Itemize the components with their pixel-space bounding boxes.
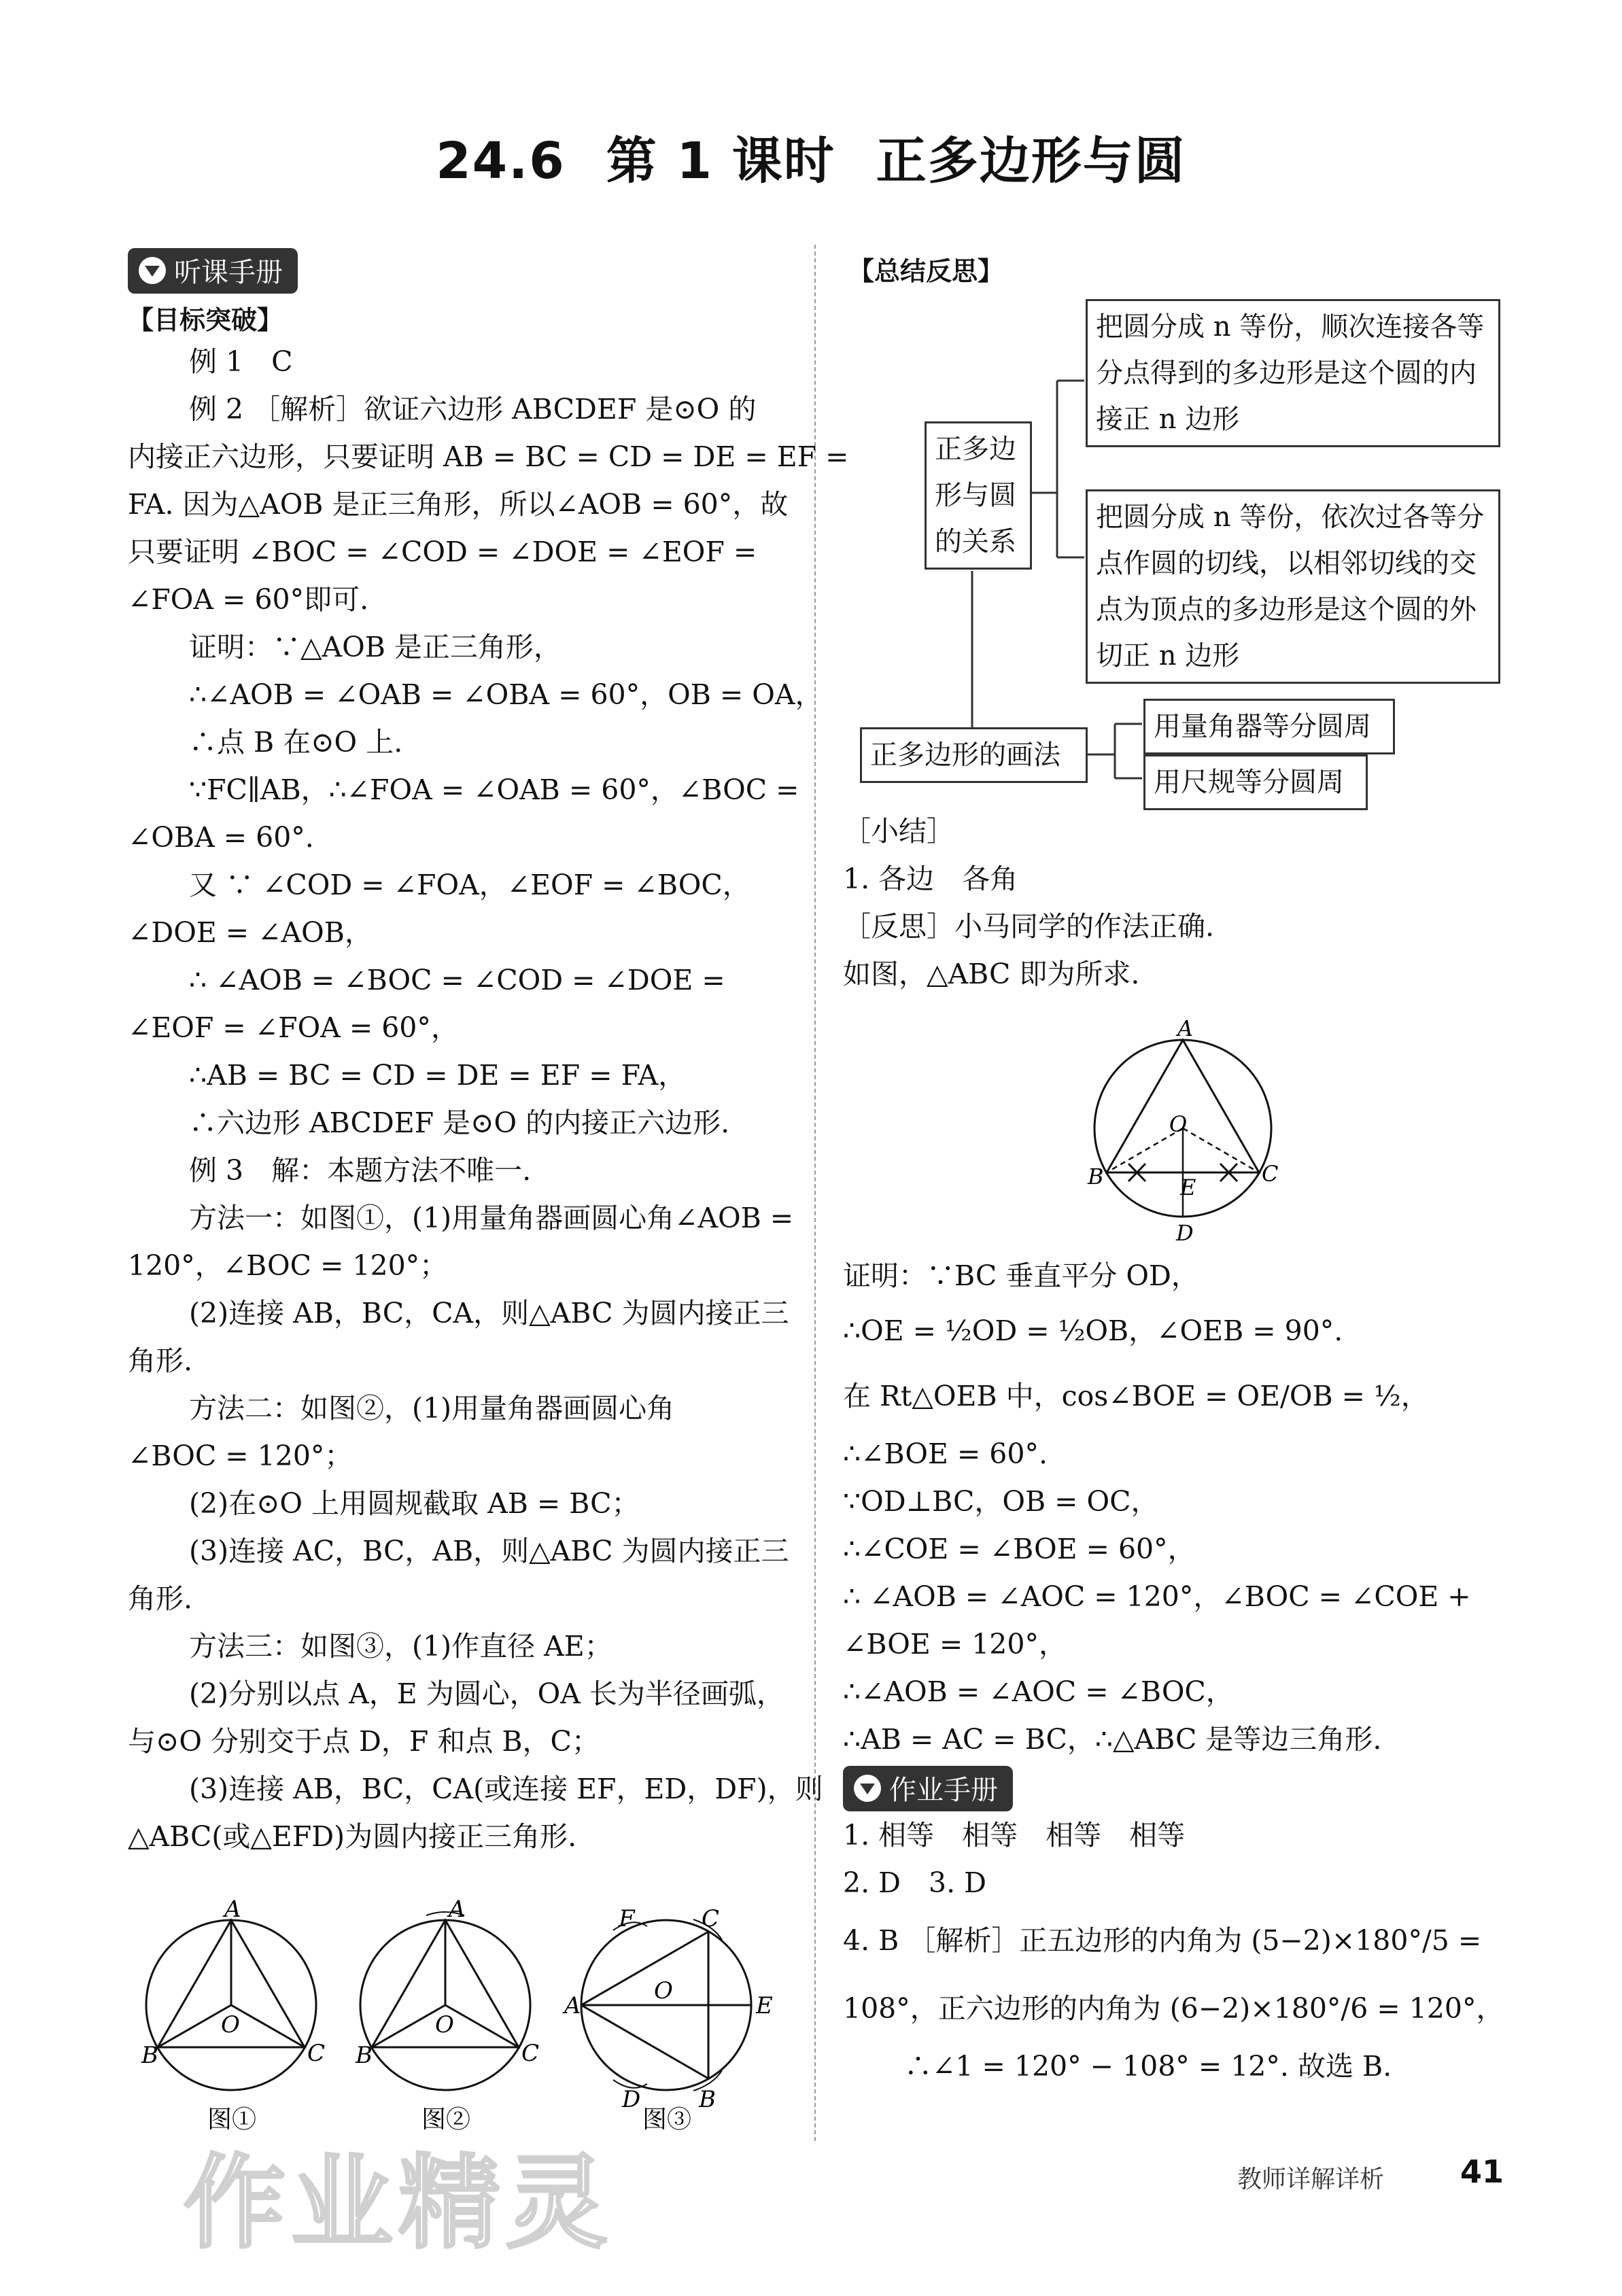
text-line: ∠FOA = 60°即可. (128, 583, 369, 616)
map-root-drawing: 正多边形的画法 (860, 727, 1088, 783)
text-line: 只要证明 ∠BOC = ∠COD = ∠DOE = ∠EOF = (128, 536, 757, 568)
figure-2 (355, 1896, 539, 2134)
fig-label: F (619, 1905, 635, 1932)
text-line: ∴ ∠AOB = ∠BOC = ∠COD = ∠DOE = (189, 964, 725, 996)
section-heading: 【目标突破】 (128, 305, 283, 335)
title-lesson: 第 1 课时 (606, 132, 835, 190)
text-line: (2)连接 AB，BC，CA，则△ABC 为圆内接正三 (189, 1297, 789, 1329)
fig-label: C (1262, 1161, 1279, 1187)
chevron-down-icon (854, 1775, 881, 1802)
text-line: 角形. (128, 1582, 193, 1615)
text-line: ∠BOE = 120°， (843, 1628, 1067, 1660)
text-line: 例 1 C (189, 345, 293, 378)
figure-caption: 图① (207, 2106, 257, 2134)
text-line: ∴∠AOB = ∠AOC = ∠BOC， (843, 1675, 1234, 1708)
text-line: ∴ ∠AOB = ∠AOC = 120°，∠BOC = ∠COE + (843, 1580, 1471, 1613)
figure-caption: 图③ (642, 2106, 692, 2134)
map-root-relation: 正多边形与圆的关系 (925, 421, 1032, 570)
fig-label: C (702, 1905, 720, 1932)
text-line: 证明：∵△AOB 是正三角形， (189, 631, 562, 663)
text-line: ∴∠1 = 120° − 108° = 12°. 故选 B. (904, 2050, 1392, 2083)
text-line: ∵FC∥AB，∴∠FOA = ∠OAB = 60°，∠BOC = (189, 773, 799, 806)
text-line: ∴∠COE = ∠BOE = 60°， (843, 1533, 1196, 1565)
fig-label: B (141, 2042, 158, 2069)
fig-label: D (1176, 1220, 1194, 1246)
fig-label: O (1169, 1111, 1188, 1137)
text-line: ∴∠AOB = ∠OAB = ∠OBA = 60°，OB = OA， (189, 678, 823, 711)
text-line: ∴六边形 ABCDEF 是⊙O 的内接正六边形. (189, 1107, 730, 1139)
text-line: △ABC(或△EFD)为圆内接正三角形. (128, 1820, 577, 1853)
fig-label: O (654, 1977, 673, 2004)
text-line: 方法二：如图②，(1)用量角器画圆心角 (189, 1392, 675, 1425)
text-line: 角形. (128, 1344, 193, 1377)
reflection-figure (1060, 1006, 1305, 1257)
chevron-down-icon (139, 257, 166, 284)
fig-label: E (756, 1992, 773, 2019)
text-line: 与⊙O 分别交于点 D，F 和点 B，C； (128, 1725, 600, 1758)
text-line: (3)连接 AC，BC，AB，则△ABC 为圆内接正三 (189, 1535, 789, 1567)
text-line: ［反思］小马同学的作法正确. (843, 910, 1215, 943)
text-line: ∴AB = BC = CD = DE = EF = FA， (189, 1059, 687, 1092)
text-line: ∠DOE = ∠AOB， (128, 916, 373, 949)
fig-label: C (521, 2040, 540, 2067)
text-line: ∠BOC = 120°； (128, 1440, 353, 1472)
fig-label: D (622, 2086, 641, 2113)
left-column (128, 248, 849, 1860)
proof-block (843, 1252, 1509, 2090)
text-line: (2)在⊙O 上用圆规截取 AB = BC； (189, 1487, 640, 1520)
text-line: ∴∠BOE = 60°. (843, 1438, 1048, 1470)
watermark: 作业精灵 (184, 2144, 614, 2263)
map-box-inscribed: 把圆分成 n 等份，顺次连接各等分点得到的多边形是这个圆的内接正 n 边形 (1086, 299, 1500, 447)
fig-label: A (449, 1896, 466, 1923)
text-line: 120°，∠BOC = 120°； (128, 1249, 448, 1282)
example3-figures (136, 1896, 782, 2148)
figure-caption: 图② (421, 2106, 471, 2134)
text-line: 108°，正六边形的内角为 (6−2)×180°/6 = 120°， (843, 1992, 1504, 2025)
figure-3 (562, 1905, 773, 2134)
page-title (0, 121, 1622, 193)
map-box-circumscribed: 把圆分成 n 等份，依次过各等分点作圆的切线，以相邻切线的交点为顶点的多边形是这个圆的外切正 n 边形 (1086, 489, 1500, 684)
text-line: ∴AB = AC = BC，∴△ABC 是等边三角形. (843, 1723, 1382, 1756)
fig-label: O (221, 2011, 240, 2038)
fig-label: A (224, 1896, 241, 1923)
fig-label: B (356, 2042, 373, 2069)
text-line: 如图，△ABC 即为所求. (843, 958, 1140, 990)
text-line: ∠OBA = 60°. (128, 821, 314, 854)
text-line: 2. D 3. D (843, 1866, 987, 1899)
fig-label: E (1180, 1175, 1196, 1200)
text-line: ∠EOF = ∠FOA = 60°， (128, 1011, 459, 1044)
fig-label: C (307, 2040, 326, 2067)
text-line: ［小结］ (843, 815, 954, 848)
text-line: ∴点 B 在⊙O 上. (189, 726, 403, 759)
text-line: (3)连接 AB，BC，CA(或连接 EF，ED，DF)，则 (189, 1773, 823, 1805)
section-heading: 【总结反思】 (848, 256, 1004, 286)
text-line: 又 ∵ ∠COD = ∠FOA，∠EOF = ∠BOC， (189, 869, 750, 901)
fig-label: A (1177, 1015, 1194, 1041)
page-number: 41 (1460, 2153, 1504, 2190)
text-line: 例 3 解：本题方法不唯一. (189, 1154, 532, 1187)
footer-label: 教师详解详析 (1237, 2165, 1385, 2193)
figure-1 (141, 1896, 325, 2134)
text-line: FA. 因为△AOB 是正三角形，所以∠AOB = 60°，故 (128, 488, 789, 521)
fig-label: B (1088, 1164, 1104, 1189)
text-line: 内接正六边形，只要证明 AB = BC = CD = DE = EF = (128, 440, 849, 473)
homework-badge: 作业手册 (843, 1766, 1013, 1811)
text-line: 例 2 ［解析］欲证六边形 ABCDEF 是⊙O 的 (189, 393, 757, 425)
text-line: 在 Rt△OEB 中，cos∠BOE = OE/OB = ½， (843, 1380, 1429, 1412)
map-leaf-protractor: 用量角器等分圆周 (1143, 699, 1395, 754)
title-number: 24.6 (436, 132, 566, 190)
text-line: ∵OD⊥BC，OB = OC， (843, 1485, 1159, 1518)
text-line: (2)分别以点 A，E 为圆心，OA 长为半径画弧， (189, 1677, 784, 1710)
text-line: 1. 各边 各角 (843, 863, 1018, 895)
map-leaf-compass: 用尺规等分圆周 (1143, 754, 1368, 810)
text-line: 4. B ［解析］正五边形的内角为 (5−2)×180°/5 = (843, 1924, 1482, 1957)
summary-block (843, 807, 1509, 998)
text-line: 方法三：如图③，(1)作直径 AE； (189, 1630, 612, 1663)
column-divider (814, 245, 816, 2141)
text-line: 方法一：如图①，(1)用量角器画圆心角∠AOB = (189, 1202, 794, 1234)
fig-label: A (564, 1992, 581, 2019)
text-line: 证明：∵BC 垂直平分 OD， (843, 1259, 1199, 1292)
text-line: ∴OE = ½OD = ½OB，∠OEB = 90°. (843, 1315, 1343, 1347)
lecture-badge: 听课手册 (128, 248, 298, 294)
fig-label: B (699, 2086, 716, 2113)
fig-label: O (435, 2011, 454, 2038)
text-line: 1. 相等 相等 相等 相等 (843, 1819, 1186, 1851)
solution-text (128, 338, 849, 1860)
title-topic: 正多边形与圆 (876, 132, 1186, 190)
